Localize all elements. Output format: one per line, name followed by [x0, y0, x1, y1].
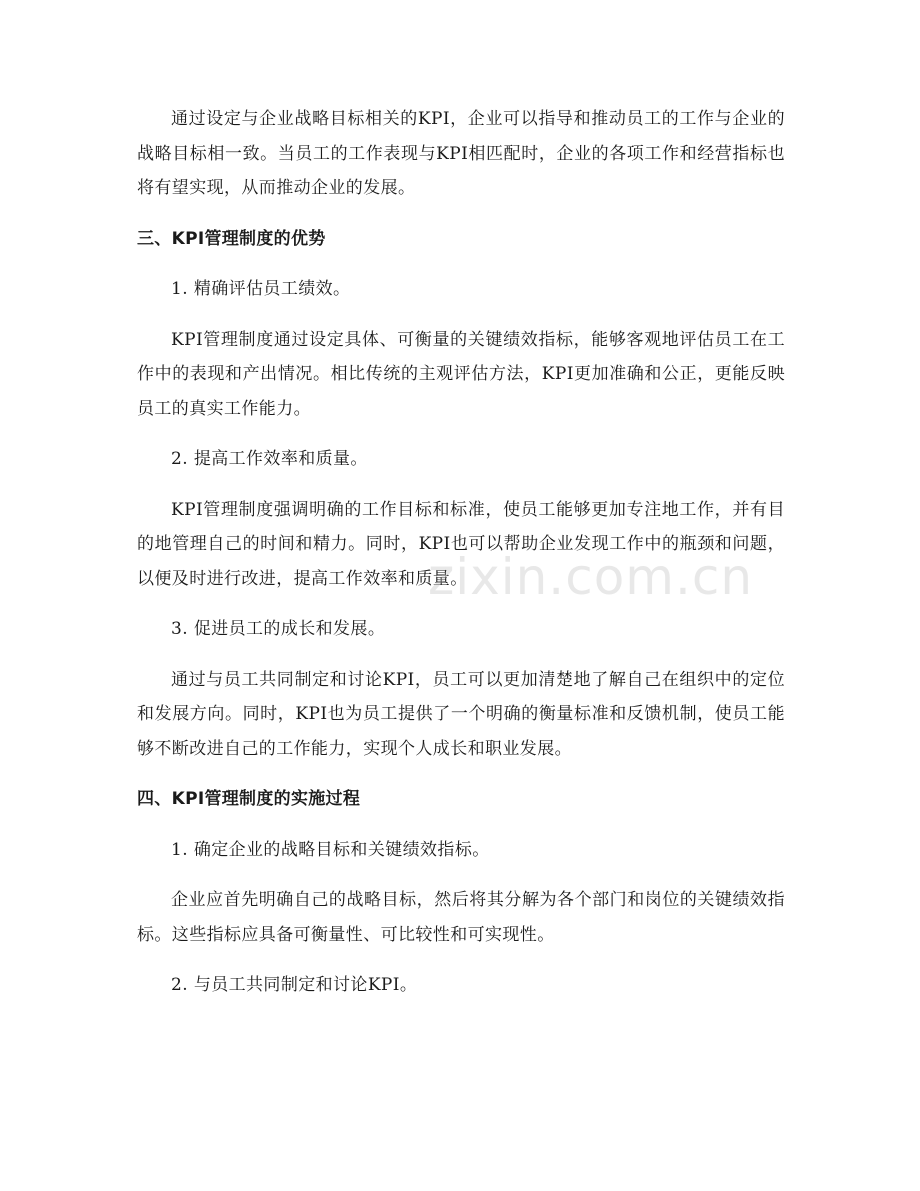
list-item-co-develop-kpi: 2. 与员工共同制定和讨论KPI。	[171, 975, 418, 995]
list-item-define-goals: 1. 确定企业的战略目标和关键绩效指标。	[171, 839, 490, 860]
section-heading-implementation: 四、KPI管理制度的实施过程	[137, 789, 361, 809]
watermark-text: zixin.com.cn	[428, 548, 754, 606]
list-item-employee-growth: 3. 促进员工的成长和发展。	[171, 619, 386, 639]
document-body	[137, 102, 785, 1019]
section-heading-advantages: 三、KPI管理制度的优势	[137, 228, 326, 249]
paragraph-kpi-strategy-alignment: 通过设定与企业战略目标相关的KPI，企业可以指导和推动员工的工作与企业的战略目标相一致。当员工的工作表现与KPI相匹配时，企业的各项工作和经营指标也将有望实现，从而推动企业的发展。	[137, 109, 785, 198]
paragraph-accurate-evaluation: KPI管理制度通过设定具体、可衡量的关键绩效指标，能够客观地评估员工在工作中的表现和产出情况。相比传统的主观评估方法，KPI更加准确和公正，更能反映员工的真实工作能力。	[137, 329, 785, 419]
paragraph-efficiency-quality: KPI管理制度强调明确的工作目标和标准，使员工能够更加专注地工作，并有目的地管理自己的时间和精力。同时，KPI也可以帮助企业发现工作中的瓶颈和问题，以便及时进行改进，提高工作效率和质量。	[137, 499, 785, 589]
list-item-accurate-evaluation: 1. 精确评估员工绩效。	[171, 279, 351, 299]
list-item-efficiency-quality: 2. 提高工作效率和质量。	[171, 449, 368, 469]
paragraph-define-goals: 企业应首先明确自己的战略目标，然后将其分解为各个部门和岗位的关键绩效指标。这些指标应具备可衡量性、可比较性和可实现性。	[137, 890, 785, 945]
paragraph-employee-growth: 通过与员工共同制定和讨论KPI，员工可以更加清楚地了解自己在组织中的定位和发展方向。同时，KPI也为员工提供了一个明确的衡量标准和反馈机制，使员工能够不断改进自己的工作能力，实现个人成长和职业发展。	[137, 669, 785, 759]
